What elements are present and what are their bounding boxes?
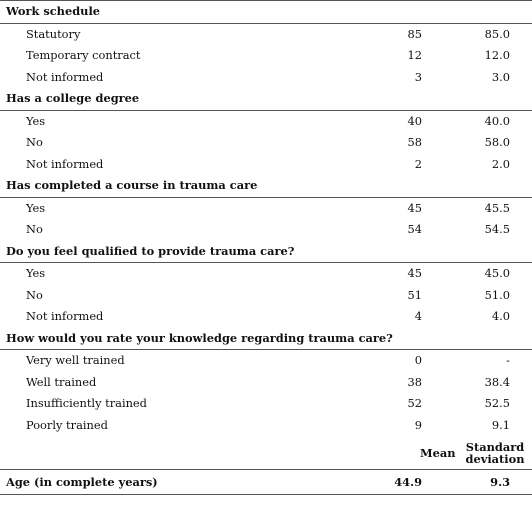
row-label: Statutory [26, 26, 81, 41]
row-percent: 45.5 [484, 200, 510, 215]
section-header [0, 241, 532, 263]
row-label: Yes [26, 113, 46, 128]
row-percent: 38.4 [484, 374, 510, 389]
row-count: 38 [407, 374, 422, 389]
row-percent: 2.0 [491, 156, 510, 171]
stats-header-row [0, 436, 532, 470]
row-count: 9 [414, 417, 422, 432]
row-count: 51 [407, 287, 422, 302]
row-label: Not informed [26, 156, 104, 171]
row-count: 3 [414, 69, 422, 84]
sd-header: Standard deviation [465, 439, 525, 466]
age-sd: 9.3 [490, 474, 510, 489]
row-label: Not informed [26, 69, 104, 84]
stats-header-blank [0, 436, 340, 470]
table-row [0, 67, 532, 89]
section-title: Has a college degree [6, 91, 140, 106]
row-count: 52 [407, 396, 422, 411]
table-row [0, 154, 532, 176]
mean-header: Mean [420, 445, 456, 460]
row-count: 0 [414, 353, 422, 368]
row-percent: 85.0 [484, 26, 510, 41]
row-percent: 45.0 [484, 266, 510, 281]
row-count: 40 [407, 113, 422, 128]
row-label: Well trained [26, 374, 97, 389]
row-label: Very well trained [26, 353, 125, 368]
row-count: 45 [407, 266, 422, 281]
row-percent: 58.0 [484, 135, 510, 150]
section-title: Work schedule [6, 4, 101, 19]
table-row [0, 415, 532, 437]
row-count: 4 [414, 309, 422, 324]
row-label: Not informed [26, 309, 104, 324]
table-row [0, 306, 532, 328]
table-row [0, 197, 532, 219]
table-row [0, 132, 532, 154]
table-row [0, 45, 532, 67]
table-row [0, 372, 532, 394]
row-percent: 12.0 [484, 48, 510, 63]
row-count: 85 [407, 26, 422, 41]
row-percent: 54.5 [484, 222, 510, 237]
row-label: No [26, 287, 43, 302]
table-row [0, 285, 532, 307]
row-label: Yes [26, 200, 46, 215]
table-row [0, 219, 532, 241]
section-title: Has completed a course in trauma care [6, 178, 258, 193]
age-mean: 44.9 [394, 474, 422, 489]
row-percent: 51.0 [484, 287, 510, 302]
table-row [0, 350, 532, 372]
row-label: Yes [26, 266, 46, 281]
section-header [0, 1, 532, 24]
row-count: 12 [407, 48, 422, 63]
row-percent: 4.0 [491, 309, 510, 324]
row-label: Insufficiently trained [26, 396, 147, 411]
row-percent: 52.5 [484, 396, 510, 411]
table-row [0, 263, 532, 285]
row-label: Poorly trained [26, 417, 108, 432]
table-row [0, 110, 532, 132]
row-label: Temporary contract [26, 48, 141, 63]
table-row [0, 393, 532, 415]
table-row [0, 23, 532, 45]
section-header [0, 88, 532, 110]
age-label: Age (in complete years) [6, 474, 158, 489]
row-count: 58 [407, 135, 422, 150]
section-header [0, 328, 532, 350]
section-title: Do you feel qualified to provide trauma care? [6, 243, 295, 258]
row-percent: 40.0 [484, 113, 510, 128]
age-row [0, 470, 532, 495]
row-label: No [26, 135, 43, 150]
section-title: How would you rate your knowledge regarding trauma care? [6, 330, 393, 345]
row-count: 54 [407, 222, 422, 237]
row-percent: 3.0 [491, 69, 510, 84]
row-count: 45 [407, 200, 422, 215]
section-header [0, 175, 532, 197]
row-percent: 9.1 [491, 417, 510, 432]
row-percent: - [506, 353, 510, 368]
row-count: 2 [414, 156, 422, 171]
table-body [0, 1, 532, 495]
row-label: No [26, 222, 43, 237]
